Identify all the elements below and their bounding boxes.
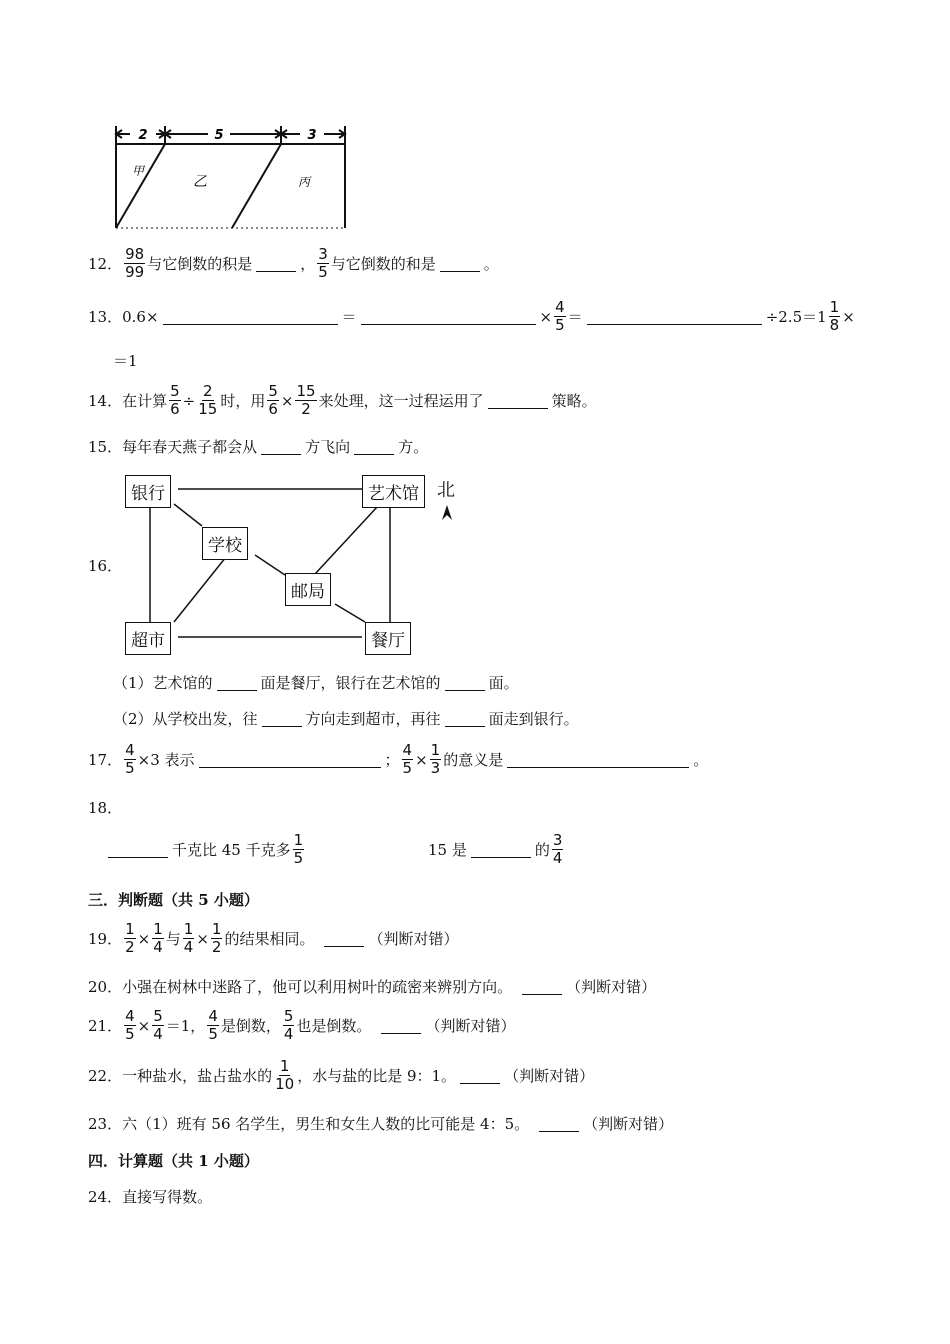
operator: ×: [280, 391, 294, 410]
operator: ×: [137, 1016, 151, 1035]
expression: ＝: [341, 308, 357, 326]
answer-blank[interactable]: [354, 438, 394, 455]
question-hint: （判断对错）: [566, 978, 657, 996]
punctuation: 。: [483, 255, 499, 273]
answer-blank[interactable]: [460, 1067, 500, 1084]
operator: ÷: [182, 391, 196, 410]
answer-blank[interactable]: [445, 674, 485, 691]
direction-map: [110, 470, 470, 660]
question-text: 15 是: [428, 841, 467, 859]
fraction: $\frac{1}{2}$: [211, 920, 222, 956]
fraction: $\frac{4}{5}$: [555, 298, 565, 334]
dim-label-c: 3: [307, 128, 317, 143]
question-number: 22．: [88, 1067, 123, 1085]
expression: ÷2.5＝1: [765, 308, 827, 326]
question-13-continuation: ＝1: [113, 352, 138, 370]
question-text: 六（1）班有 56 名学生，男生和女生人数的比可能是 4：5。: [122, 1115, 530, 1133]
section-heading: 三．判断题（共 5 小题）: [88, 891, 259, 909]
question-hint: （判断对错）: [504, 1067, 595, 1085]
question-24: [88, 1186, 212, 1207]
question-text: 面走到银行。: [488, 710, 579, 728]
punctuation: ；: [384, 751, 400, 769]
question-hint: （判断对错）: [583, 1115, 674, 1133]
answer-blank[interactable]: [217, 674, 257, 691]
question-text: 一种盐水，盐占盐水的: [122, 1067, 273, 1085]
fraction: $\frac{1}{10}$: [275, 1057, 295, 1093]
fraction: $\frac{1}{2}$: [125, 920, 135, 956]
expression: ×: [539, 307, 553, 326]
north-label: 北: [437, 480, 455, 501]
question-number: 19．: [88, 930, 123, 948]
question-text: 在计算: [122, 392, 168, 410]
operator: ×: [415, 750, 428, 769]
question-text: 方。: [398, 438, 429, 456]
map-node-post-office: 邮局: [285, 573, 331, 606]
fraction: $\frac{4}{5}$: [125, 1007, 135, 1043]
question-number: 17．: [88, 751, 123, 769]
fraction: $\frac{15}{2}$: [296, 382, 316, 418]
question-18-left: [108, 832, 306, 867]
answer-blank[interactable]: [471, 841, 531, 858]
map-node-supermarket: 超市: [125, 622, 171, 655]
fraction: $\frac{5}{6}$: [268, 382, 278, 418]
question-16-part-1: [113, 672, 519, 693]
expression: ＝: [567, 308, 583, 326]
operator: ×: [137, 929, 151, 948]
answer-blank[interactable]: [108, 841, 168, 858]
answer-blank[interactable]: [522, 978, 562, 995]
question-text: 也是倒数。: [296, 1017, 372, 1035]
question-number: 12．: [88, 255, 123, 273]
region-label-bing: 丙: [298, 175, 311, 189]
answer-blank[interactable]: [324, 930, 364, 947]
question-16-part-2: [113, 708, 579, 729]
map-node-bank: 银行: [125, 475, 171, 508]
answer-blank[interactable]: [440, 255, 480, 272]
question-number: 13．: [88, 308, 123, 326]
question-text: 直接写得数。: [122, 1188, 213, 1206]
expression: 0.6×: [122, 307, 159, 326]
question-number: 15．: [88, 438, 123, 456]
north-arrow-icon: [440, 504, 454, 522]
question-text: ＝1，: [165, 1017, 206, 1035]
question-text: 的: [534, 841, 550, 859]
question-13: [88, 299, 855, 334]
fraction: $\frac{1}{4}$: [153, 920, 163, 956]
question-hint: （判断对错）: [368, 930, 459, 948]
question-text: 时，用: [220, 392, 266, 410]
question-text: 与: [165, 930, 181, 948]
question-text: 千克比 45 千克多: [172, 841, 291, 859]
question-number: 18．: [88, 799, 123, 817]
question-22: [88, 1058, 594, 1093]
question-14: [88, 383, 597, 418]
question-18-right: [428, 832, 565, 867]
question-text: 的意义是: [443, 751, 504, 769]
punctuation: ，: [300, 255, 316, 273]
dim-label-b: 5: [214, 128, 224, 143]
question-text: （2）从学校出发，往: [113, 710, 258, 728]
answer-blank[interactable]: [199, 751, 381, 768]
question-number: 24．: [88, 1188, 123, 1206]
question-19: [88, 921, 458, 956]
answer-blank[interactable]: [361, 308, 536, 325]
question-text: ，水与盐的比是 9：1。: [297, 1067, 457, 1085]
question-text: 的结果相同。: [224, 930, 315, 948]
region-label-yi: 乙: [193, 174, 207, 190]
fraction: $\frac{4}{5}$: [402, 741, 413, 777]
question-text: 每年春天燕子都会从: [122, 438, 258, 456]
question-number: 21．: [88, 1017, 123, 1035]
question-number: 23．: [88, 1115, 123, 1133]
question-text: 面。: [488, 674, 519, 692]
answer-blank[interactable]: [587, 308, 762, 325]
question-23: [88, 1113, 673, 1134]
answer-blank[interactable]: [539, 1115, 579, 1132]
question-text: 策略。: [551, 392, 597, 410]
answer-blank[interactable]: [445, 710, 485, 727]
question-12: [88, 246, 499, 281]
region-label-jia: 甲: [132, 164, 145, 178]
question-20: [88, 976, 656, 997]
map-node-school: 学校: [202, 527, 248, 560]
fraction: $\frac{5}{4}$: [153, 1007, 163, 1043]
question-text: 与它倒数的积是: [147, 255, 253, 273]
question-number: 20．: [88, 978, 123, 996]
question-17: [88, 742, 708, 777]
section-heading: 四．计算题（共 1 小题）: [88, 1152, 259, 1170]
map-node-restaurant: 餐厅: [365, 622, 411, 655]
answer-blank[interactable]: [507, 751, 689, 768]
question-text: 方飞向: [305, 438, 351, 456]
answer-blank[interactable]: [262, 710, 302, 727]
fraction: $\frac{1}{4}$: [183, 920, 194, 956]
question-text: 面是餐厅，银行在艺术馆的: [260, 674, 441, 692]
question-text: 是倒数，: [220, 1017, 281, 1035]
question-number: 14．: [88, 392, 123, 410]
question-text: ×3 表示: [137, 751, 195, 769]
answer-blank[interactable]: [261, 438, 301, 455]
trapezoid-figure: [108, 120, 353, 232]
fraction: $\frac{2}{15}$: [198, 382, 218, 418]
map-node-art-museum: 艺术馆: [362, 475, 425, 508]
answer-blank[interactable]: [256, 255, 296, 272]
question-text: 方向走到超市，再往: [305, 710, 441, 728]
question-15: [88, 436, 428, 457]
punctuation: 。: [693, 751, 709, 769]
question-number: 16．: [88, 557, 123, 575]
fraction: $\frac{3}{4}$: [552, 831, 563, 867]
question-text: 小强在树林中迷路了，他可以利用树叶的疏密来辨别方向。: [122, 978, 513, 996]
answer-blank[interactable]: [381, 1017, 421, 1034]
fraction: $\frac{1}{5}$: [293, 831, 304, 867]
fraction: $\frac{4}{5}$: [125, 741, 135, 777]
question-text: 来处理，这一过程运用了: [318, 392, 484, 410]
question-21: [88, 1008, 515, 1043]
fraction: $\frac{1}{8}$: [829, 298, 840, 334]
question-hint: （判断对错）: [425, 1017, 516, 1035]
expression: ×: [842, 307, 855, 326]
operator: ×: [196, 929, 209, 948]
answer-blank[interactable]: [488, 392, 548, 409]
fraction: $\frac{3}{5}$: [318, 245, 328, 281]
fraction: $\frac{5}{6}$: [170, 382, 180, 418]
question-text: 与它倒数的和是: [330, 255, 436, 273]
fraction: $\frac{4}{5}$: [208, 1007, 218, 1043]
dim-label-a: 2: [138, 128, 148, 143]
fraction: $\frac{98}{99}$: [125, 245, 145, 281]
answer-blank[interactable]: [163, 308, 338, 325]
fraction: $\frac{5}{4}$: [283, 1007, 294, 1043]
question-text: （1）艺术馆的: [113, 674, 213, 692]
fraction: $\frac{1}{3}$: [430, 741, 441, 777]
